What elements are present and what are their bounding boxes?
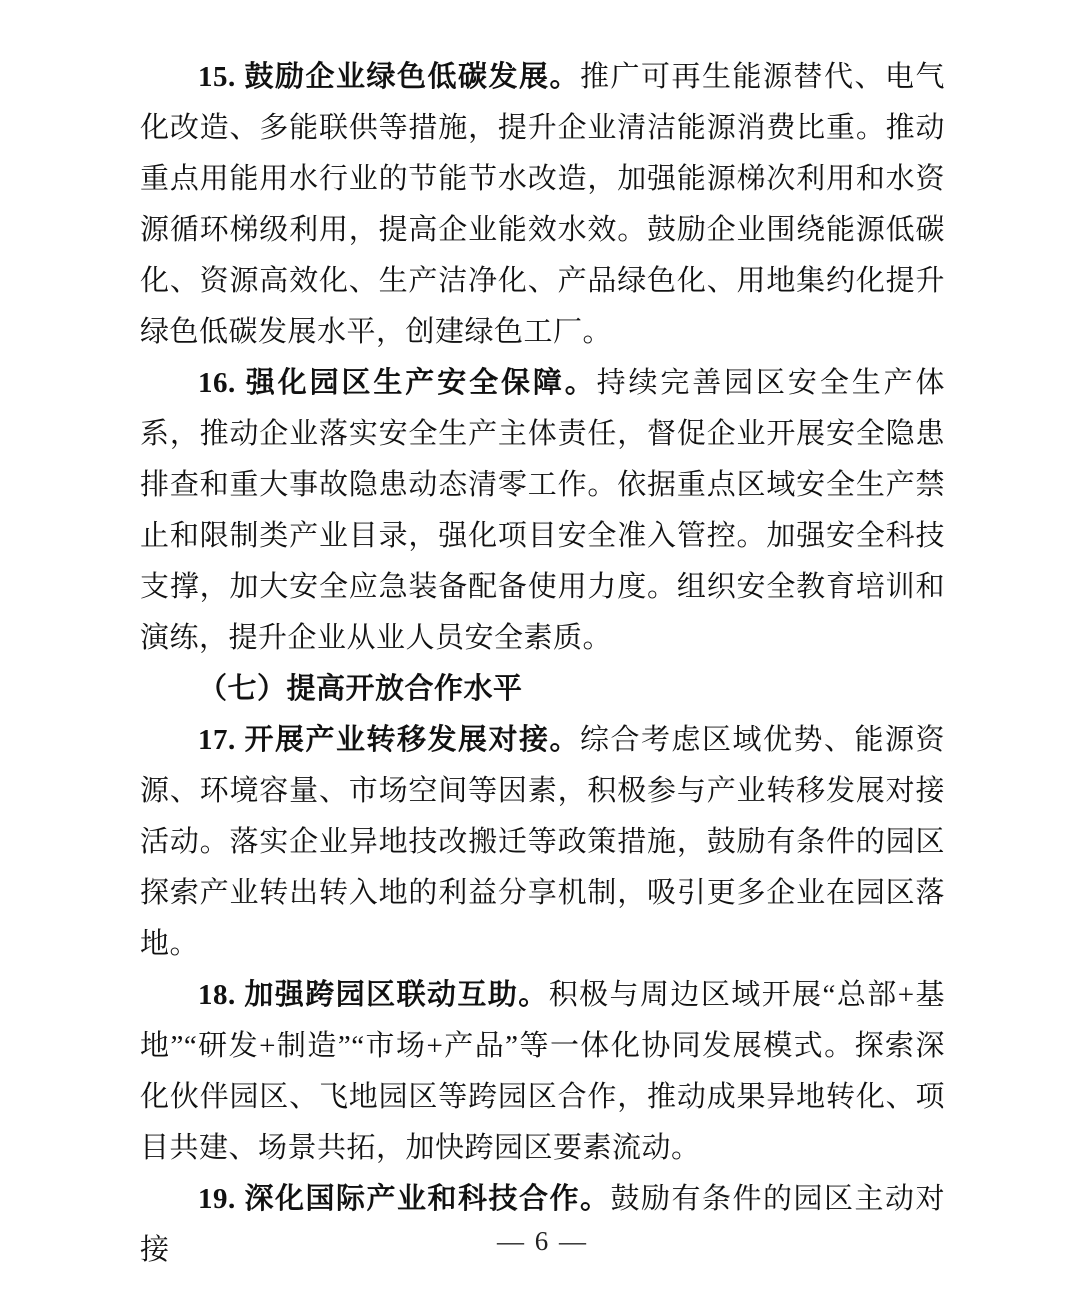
paragraph-16-lead: 16. 强化园区生产安全保障。 <box>198 367 597 399</box>
paragraph-19-body: 鼓励有条件的园区主动对接 <box>140 1183 945 1266</box>
page-number: — 6 — <box>497 1226 588 1256</box>
paragraph-17-lead: 17. 开展产业转移发展对接。 <box>198 724 580 756</box>
paragraph-19 <box>140 1174 945 1276</box>
paragraph-15 <box>140 52 945 358</box>
paragraph-16-body: 持续完善园区安全生产体系，推动企业落实安全生产主体责任，督促企业开展安全隐患排查和重大事故隐患动态清零工作。依据重点区域安全生产禁止和限制类产业目录，强化项目安全准入管控。加强安全科技支撑，加大安全应急装备配备使用力度。组织安全教育培训和演练，提升企业从业人员安全素质。 <box>140 367 945 654</box>
paragraph-18-lead: 18. 加强跨园区联动互助。 <box>198 979 549 1011</box>
paragraph-15-body: 推广可再生能源替代、电气化改造、多能联供等措施，提升企业清洁能源消费比重。推动重点用能用水行业的节能节水改造，加强能源梯次利用和水资源循环梯级利用，提高企业能效水效。鼓励企业围绕能源低碳化、资源高效化、生产洁净化、产品绿色化、用地集约化提升绿色低碳发展水平，创建绿色工厂。 <box>140 61 945 348</box>
document-body <box>140 52 945 1276</box>
paragraph-16 <box>140 358 945 664</box>
paragraph-18-body: 积极与周边区域开展“总部+基地”“研发+制造”“市场+产品”等一体化协同发展模式。探索深化伙伴园区、飞地园区等跨园区合作，推动成果异地转化、项目共建、场景共拓，加快跨园区要素流动。 <box>140 979 945 1164</box>
paragraph-15-lead: 15. 鼓励企业绿色低碳发展。 <box>198 61 580 93</box>
paragraph-17-body: 综合考虑区域优势、能源资源、环境容量、市场空间等因素，积极参与产业转移发展对接活动。落实企业异地技改搬迁等政策措施，鼓励有条件的园区探索产业转出转入地的利益分享机制，吸引更多企业在园区落地。 <box>140 724 945 960</box>
section-heading-7: （七）提高开放合作水平 <box>198 673 523 705</box>
paragraph-19-lead: 19. 深化国际产业和科技合作。 <box>198 1183 611 1215</box>
paragraph-18 <box>140 970 945 1174</box>
paragraph-17 <box>140 715 945 970</box>
